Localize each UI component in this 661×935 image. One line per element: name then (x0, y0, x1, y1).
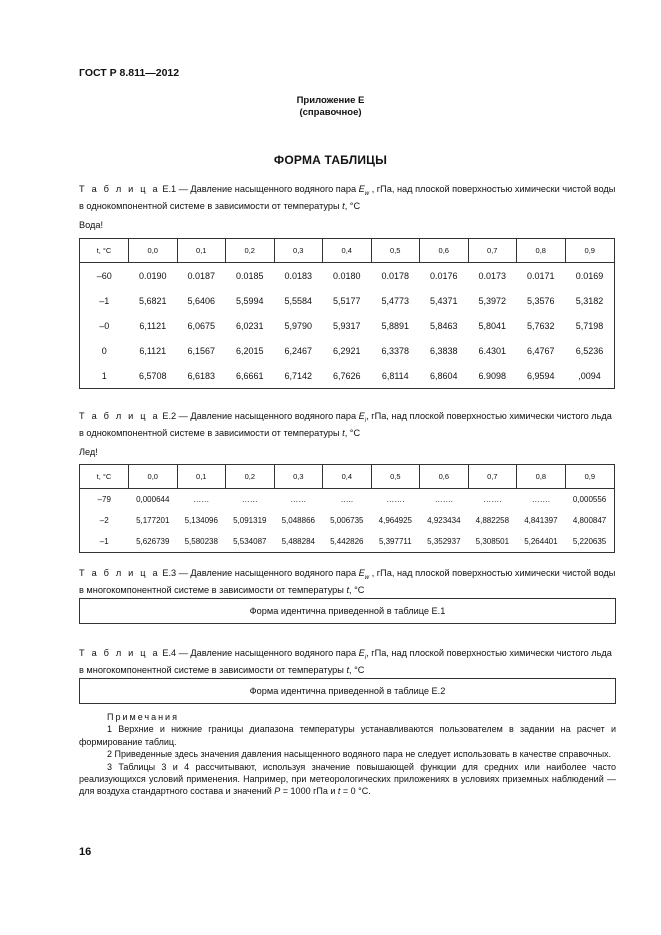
notes-heading: Примечания (107, 712, 179, 722)
caption-subscript: w (364, 190, 370, 197)
header-cell: 0,9 (565, 239, 615, 263)
caption-t: t (342, 201, 345, 212)
table-cell: 4,964925 (378, 516, 413, 525)
table-cell: 6,9594 (517, 363, 566, 389)
note-2: 2 Приведенные здесь значения давления насыщенного водяного пара не следует использовать в качестве справочных. (107, 749, 612, 760)
table-cell: 6,8114 (371, 363, 420, 389)
page-number: 16 (79, 846, 92, 858)
table-cell: ……. (483, 495, 502, 504)
table-cell: 6,3838 (429, 345, 458, 356)
table-cell: 5,006735 (330, 516, 364, 525)
table-cell: 5,352937 (420, 531, 469, 553)
table-cell: 5,264401 (517, 531, 566, 553)
caption-text: — Давление насыщенного водяного пара (176, 568, 359, 578)
table-cell: 5,442826 (323, 531, 372, 553)
table-header-row (80, 465, 615, 489)
caption-prefix: Т а б л и ц а (79, 411, 160, 421)
table-cell: 6,6661 (226, 363, 275, 389)
table-cell: 6,6183 (177, 363, 226, 389)
table-cell: –0 (80, 313, 129, 338)
table-cell: 6,8604 (420, 363, 469, 389)
caption-number: Е.4 (162, 648, 177, 658)
table-cell: 0.0176 (429, 270, 458, 281)
note-3-text: 3 Таблицы 3 и 4 рассчитывают, используя значение повышающей функции для средних или наиболее часто реализующихся условий применения. Например, при метеорологических приложениях в условиях приземных наблюдений — для воздуха стандартного состава и значений (79, 761, 616, 797)
table4-caption (79, 647, 616, 677)
header-cell: 0,2 (226, 239, 275, 263)
caption-text: — Давление насыщенного водяного пара (176, 184, 359, 194)
caption-text: , °С (344, 428, 361, 439)
table-cell: 6,0675 (187, 320, 216, 331)
header-cell: 0,3 (274, 239, 323, 263)
caption-subscript: i (364, 654, 367, 661)
table-cell: 0.0169 (565, 263, 615, 289)
header-cell: 0,4 (323, 465, 372, 489)
header-cell: 0,3 (274, 465, 323, 489)
header-cell: 0,1 (177, 239, 226, 263)
table-row (80, 531, 615, 553)
table-cell: 6,3378 (381, 345, 410, 356)
table3-form-box: Форма идентична приведенной в таблице Е.1 (79, 598, 616, 624)
table-cell: 5,397711 (371, 531, 420, 553)
table-cell: 5,8463 (429, 320, 458, 331)
caption-symbol: E (358, 568, 365, 578)
header-cell: 0,0 (129, 239, 178, 263)
table-cell: 0.0190 (138, 270, 167, 281)
table-cell: 5,9317 (332, 320, 361, 331)
table-row (80, 263, 615, 289)
table2-caption (79, 410, 616, 440)
table-cell: 5,7198 (565, 313, 615, 338)
table-cell: –1 (80, 288, 129, 313)
table-cell: 6,0231 (235, 320, 264, 331)
caption-text: , °С (349, 665, 365, 676)
table-row (80, 510, 615, 531)
header-cell: 0,7 (468, 465, 517, 489)
table-cell: 4,841397 (524, 516, 558, 525)
caption-t: t (346, 585, 350, 596)
table-cell: 6,1121 (139, 320, 167, 331)
caption-number: Е.2 (162, 411, 177, 421)
caption-text: , °С (344, 201, 361, 212)
table-cell: 6,2467 (284, 345, 313, 356)
table-cell: 5,3972 (478, 295, 507, 306)
caption-text: , °С (349, 585, 365, 596)
table-cell: 6,5708 (129, 363, 178, 389)
table1 (79, 238, 615, 389)
table-cell: 0.0178 (381, 270, 410, 281)
table-cell: 5,6406 (187, 295, 216, 306)
table-cell: 5,8891 (381, 320, 410, 331)
table-cell: 6.9098 (468, 363, 517, 389)
table-cell: 5,580238 (177, 531, 226, 553)
table-cell: 0.0171 (526, 270, 555, 281)
header-cell: 0,6 (420, 239, 469, 263)
table-row (80, 489, 615, 511)
appendix-subtitle: (справочное) (299, 107, 362, 118)
table-cell: 0 (80, 338, 129, 363)
header-cell: 0,2 (226, 465, 275, 489)
table-cell: 0.0173 (478, 270, 507, 281)
table-cell: 5,134096 (184, 516, 218, 525)
caption-prefix: Т а б л и ц а (79, 568, 160, 578)
table-cell: 6,7142 (274, 363, 323, 389)
table-cell: 5,534087 (226, 531, 275, 553)
notes-block (79, 711, 616, 798)
caption-t: t (346, 665, 350, 676)
table-cell: 6,2015 (235, 345, 264, 356)
note-3-text: = 1000 гПа и (280, 786, 338, 797)
table-header-row (80, 239, 615, 263)
table-cell: …… (193, 495, 210, 504)
table-cell: –2 (80, 510, 129, 531)
table-cell: 5,8041 (478, 320, 507, 331)
table-cell: 0,000644 (136, 495, 170, 504)
note-1: 1 Верхние и нижние границы диапазона температуры устанавливаются пользователем в задании на расчет и формирование таблиц. (79, 724, 616, 747)
page-title: ФОРМА ТАБЛИЦЫ (273, 153, 388, 167)
caption-number: Е.3 (162, 568, 177, 578)
table-cell: 5,7632 (526, 320, 555, 331)
table-cell: 4,800847 (565, 510, 614, 531)
caption-text: , гПа, над плоской поверхностью химически чистого льда в однокомпонентной системе в зависимости от температуры (79, 411, 612, 439)
caption-t: t (342, 428, 345, 439)
table-cell: 0.0180 (332, 270, 361, 281)
table-cell: 5,220635 (565, 531, 614, 553)
table-cell: 5,177201 (136, 516, 170, 525)
table-cell: 4,923434 (427, 516, 461, 525)
table-cell: 5,3576 (526, 295, 555, 306)
caption-number: Е.1 (162, 184, 177, 194)
table-cell: 5,488284 (274, 531, 323, 553)
table-cell: –79 (80, 489, 129, 511)
table-cell: 5,5177 (332, 295, 361, 306)
header-cell: t, °C (80, 465, 129, 489)
table-cell: …… (290, 495, 307, 504)
table-cell: 5,6821 (138, 295, 167, 306)
note-3 (79, 761, 616, 798)
table-cell: 6,1567 (187, 345, 216, 356)
table-cell: 6,2921 (332, 345, 361, 356)
table1-caption (79, 183, 616, 213)
table-cell: 5,4371 (429, 295, 458, 306)
caption-symbol: E (358, 184, 365, 194)
header-cell: 0,0 (129, 465, 178, 489)
caption-prefix: Т а б л и ц а (79, 648, 160, 658)
table-cell: 6.4301 (478, 345, 507, 356)
appendix-title: Приложение Е (296, 95, 365, 106)
table-cell: ,0094 (565, 363, 615, 389)
table-cell: 5,5584 (284, 295, 313, 306)
table-cell: ……. (386, 495, 405, 504)
table-row (80, 288, 615, 313)
table-cell: ……. (531, 495, 550, 504)
table2 (79, 464, 615, 553)
header-cell: 0,5 (371, 465, 420, 489)
table-cell: 4,882258 (475, 516, 510, 525)
header-cell: t, °C (80, 239, 129, 263)
header-cell: 0,6 (420, 465, 469, 489)
note-3-text: = 0 °С. (340, 786, 371, 797)
table-cell: –60 (80, 263, 129, 289)
table4-form-box: Форма идентична приведенной в таблице Е.2 (79, 678, 616, 704)
caption-text: , гПа, над плоской поверхностью химически чистого льда в многокомпонентной системе в зависимости от температуры (79, 648, 612, 676)
caption-prefix: Т а б л и ц а (79, 184, 160, 194)
header-cell: 0,1 (177, 465, 226, 489)
table2-label: Лед! (79, 447, 98, 457)
table-cell: 0.0187 (187, 270, 216, 281)
header-cell: 0,5 (371, 239, 420, 263)
table-cell: 5,9790 (284, 320, 313, 331)
caption-text: — Давление насыщенного водяного пара (176, 411, 359, 421)
table3-caption (79, 567, 616, 597)
header-cell: 0,9 (565, 465, 614, 489)
table-cell: 6,4767 (526, 345, 555, 356)
header-cell: 0,7 (468, 239, 517, 263)
header-cell: 0,8 (517, 239, 566, 263)
table-cell: –1 (80, 531, 129, 553)
table-cell: 0.0183 (284, 270, 313, 281)
caption-text: , гПа, над плоской поверхностью химически чистой воды в однокомпонентной системе в зависимости от температуры (79, 184, 616, 212)
document-code: ГОСТ Р 8.811—2012 (79, 67, 180, 79)
table-cell: 5,3182 (565, 288, 615, 313)
table-cell: 5,308501 (468, 531, 517, 553)
table-row (80, 363, 615, 389)
table-cell: ….. (340, 495, 354, 504)
caption-text: — Давление насыщенного водяного пара (176, 648, 359, 658)
table-cell: 6,7626 (323, 363, 372, 389)
table-cell: 5,626739 (129, 531, 178, 553)
table-cell: 6,5236 (565, 338, 615, 363)
table-cell: 1 (80, 363, 129, 389)
caption-subscript: i (364, 417, 367, 424)
table-cell: 0.0185 (235, 270, 264, 281)
caption-subscript: w (364, 574, 370, 581)
header-cell: 0,8 (517, 465, 566, 489)
table-cell: …… (241, 495, 258, 504)
table-cell: 0,000556 (565, 489, 614, 511)
caption-text: , гПа, над плоской поверхностью химически чистой воды в многокомпонентной системе в зависимости от температуры (79, 568, 616, 596)
table1-label: Вода! (79, 220, 104, 230)
note-3-t: t (337, 786, 341, 797)
caption-symbol: E (358, 411, 365, 421)
header-cell: 0,4 (323, 239, 372, 263)
note-3-p: P (274, 786, 281, 797)
table-cell: ……. (434, 495, 453, 504)
table-cell: 5,091319 (233, 516, 267, 525)
table-cell: 6,1121 (139, 345, 167, 356)
caption-symbol: E (358, 648, 365, 658)
table-cell: 5,048866 (281, 516, 315, 525)
table-cell: 5,5994 (235, 295, 264, 306)
table-row (80, 313, 615, 338)
table-row (80, 338, 615, 363)
table-cell: 5,4773 (381, 295, 410, 306)
